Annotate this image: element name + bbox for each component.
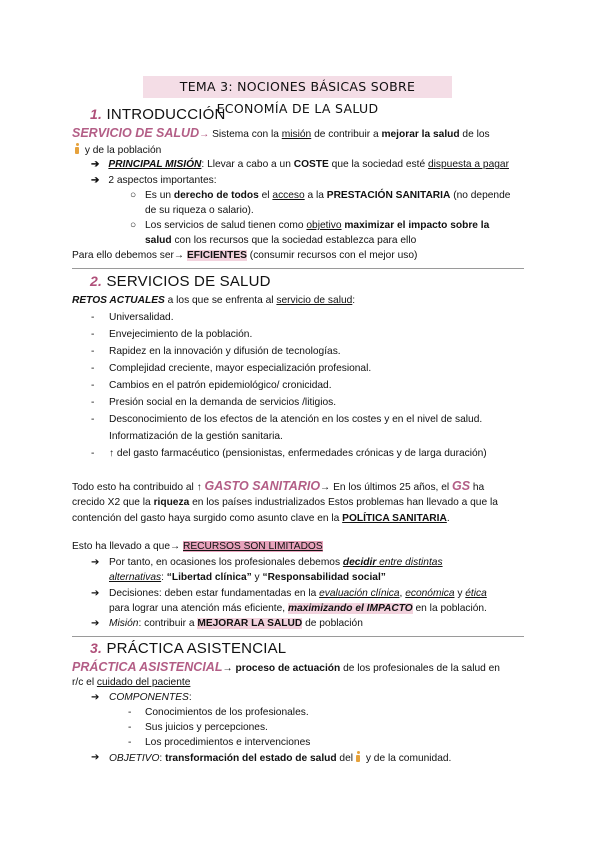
bullet-icon: ○ <box>130 190 137 201</box>
componentes-label: COMPONENTES: <box>109 692 192 703</box>
section-3-heading: 3. PRÁCTICA ASISTENCIAL <box>90 640 287 657</box>
person-icon <box>74 143 80 154</box>
decision-1: Por tanto, en ocasiones los profesionales debemos decidir entre distintas <box>109 557 443 568</box>
arrow-icon: ➔ <box>91 557 100 568</box>
aspecto-1: Es un derecho de todos el acceso a la PRESTACIÓN SANITARIA (no depende <box>145 190 511 201</box>
section-2-heading: 2. SERVICIOS DE SALUD <box>90 273 271 290</box>
list-item: Informatización de la gestión sanitaria. <box>109 431 283 442</box>
arrow-icon: ➔ <box>91 692 100 703</box>
person-icon <box>355 751 361 762</box>
list-item: Universalidad. <box>109 312 174 323</box>
aspecto-2-cont: salud con los recursos que la sociedad establezca para ello <box>145 235 417 246</box>
gasto-sanitario-line: Todo esto ha contribuido al ↑ GASTO SANITARIO→ En los últimos 25 años, el GS ha <box>72 479 485 493</box>
aspectos-importantes: ➔ 2 aspectos importantes: <box>91 175 217 186</box>
dash-icon: - <box>128 722 132 733</box>
decision-2-cont: para lograr una atención más eficiente, maximizando el IMPACTO en la población. <box>109 603 487 614</box>
page-title: TEMA 3: NOCIONES BÁSICAS SOBRE ECONOMÍA DE LA SALUD <box>143 76 452 98</box>
section-1-heading: 1. INTRODUCCIÓN <box>90 106 226 123</box>
list-item: Los procedimientos e intervenciones <box>145 737 311 748</box>
practica-asistencial-definition: PRÁCTICA ASISTENCIAL→ proceso de actuación de los profesionales de la salud en <box>72 660 500 674</box>
arrow-icon: ➔ <box>91 618 100 629</box>
bullet-icon: ○ <box>130 220 137 231</box>
objetivo-line: OBJETIVO: transformación del estado de salud del y de la comunidad. <box>109 753 452 764</box>
mision-line: Misión: contribuir a MEJORAR LA SALUD de población <box>109 618 363 629</box>
aspecto-1-cont: de su riqueza o salario). <box>145 205 254 216</box>
dash-icon: - <box>91 414 95 425</box>
decision-1-cont: alternativas: “Libertad clínica” y “Responsabilidad social” <box>109 572 386 583</box>
dash-icon: - <box>91 312 95 323</box>
principal-mision: ➔ PRINCIPAL MISIÓN: Llevar a cabo a un COSTE que la sociedad esté dispuesta a pagar <box>91 159 509 170</box>
list-item: Sus juicios y percepciones. <box>145 722 268 733</box>
dash-icon: - <box>91 329 95 340</box>
servicio-de-salud-definition-cont: y de la población <box>72 143 161 157</box>
practica-asistencial-definition-cont: r/c el cuidado del paciente <box>72 677 191 688</box>
gasto-sanitario-line-2: crecido X2 que la riqueza en los países industrializados Estos problemas han llevado a que la <box>72 497 498 508</box>
list-item: Desconocimiento de los efectos de la atención en los costes y en el nivel de salud. <box>109 414 483 425</box>
dash-icon: - <box>128 737 132 748</box>
list-item: Presión social en la demanda de servicios /litigios. <box>109 397 337 408</box>
list-item: Rapidez en la innovación y difusión de tecnologías. <box>109 346 341 357</box>
divider <box>72 636 524 637</box>
divider <box>72 268 524 269</box>
list-item: Conocimientos de los profesionales. <box>145 707 309 718</box>
arrow-icon: ➔ <box>91 588 100 599</box>
gasto-sanitario-line-3: contención del gasto haya surgido como asunto clave en la POLÍTICA SANITARIA. <box>72 513 450 524</box>
list-item: ↑ del gasto farmacéutico (pensionistas, enfermedades crónicas y de larga duración) <box>109 448 487 459</box>
eficientes-line: Para ello debemos ser→ EFICIENTES (consumir recursos con el mejor uso) <box>72 250 418 261</box>
list-item: Cambios en el patrón epidemiológico/ cronicidad. <box>109 380 332 391</box>
aspecto-2: Los servicios de salud tienen como objetivo maximizar el impacto sobre la <box>145 220 490 231</box>
dash-icon: - <box>91 363 95 374</box>
recursos-limitados-line: Esto ha llevado a que→ RECURSOS SON LIMITADOS <box>72 541 323 552</box>
list-item: Envejecimiento de la población. <box>109 329 253 340</box>
dash-icon: - <box>128 707 132 718</box>
dash-icon: - <box>91 397 95 408</box>
retos-actuales: RETOS ACTUALES a los que se enfrenta al servicio de salud: <box>72 295 356 306</box>
arrow-icon: ➔ <box>91 752 100 763</box>
dash-icon: - <box>91 346 95 357</box>
servicio-de-salud-definition: SERVICIO DE SALUD→ Sistema con la misión de contribuir a mejorar la salud de los <box>72 126 490 140</box>
dash-icon: - <box>91 380 95 391</box>
dash-icon: - <box>91 448 95 459</box>
decision-2: Decisiones: deben estar fundamentadas en la evaluación clínica, económica y ética <box>109 588 487 599</box>
list-item: Complejidad creciente, mayor especialización profesional. <box>109 363 372 374</box>
